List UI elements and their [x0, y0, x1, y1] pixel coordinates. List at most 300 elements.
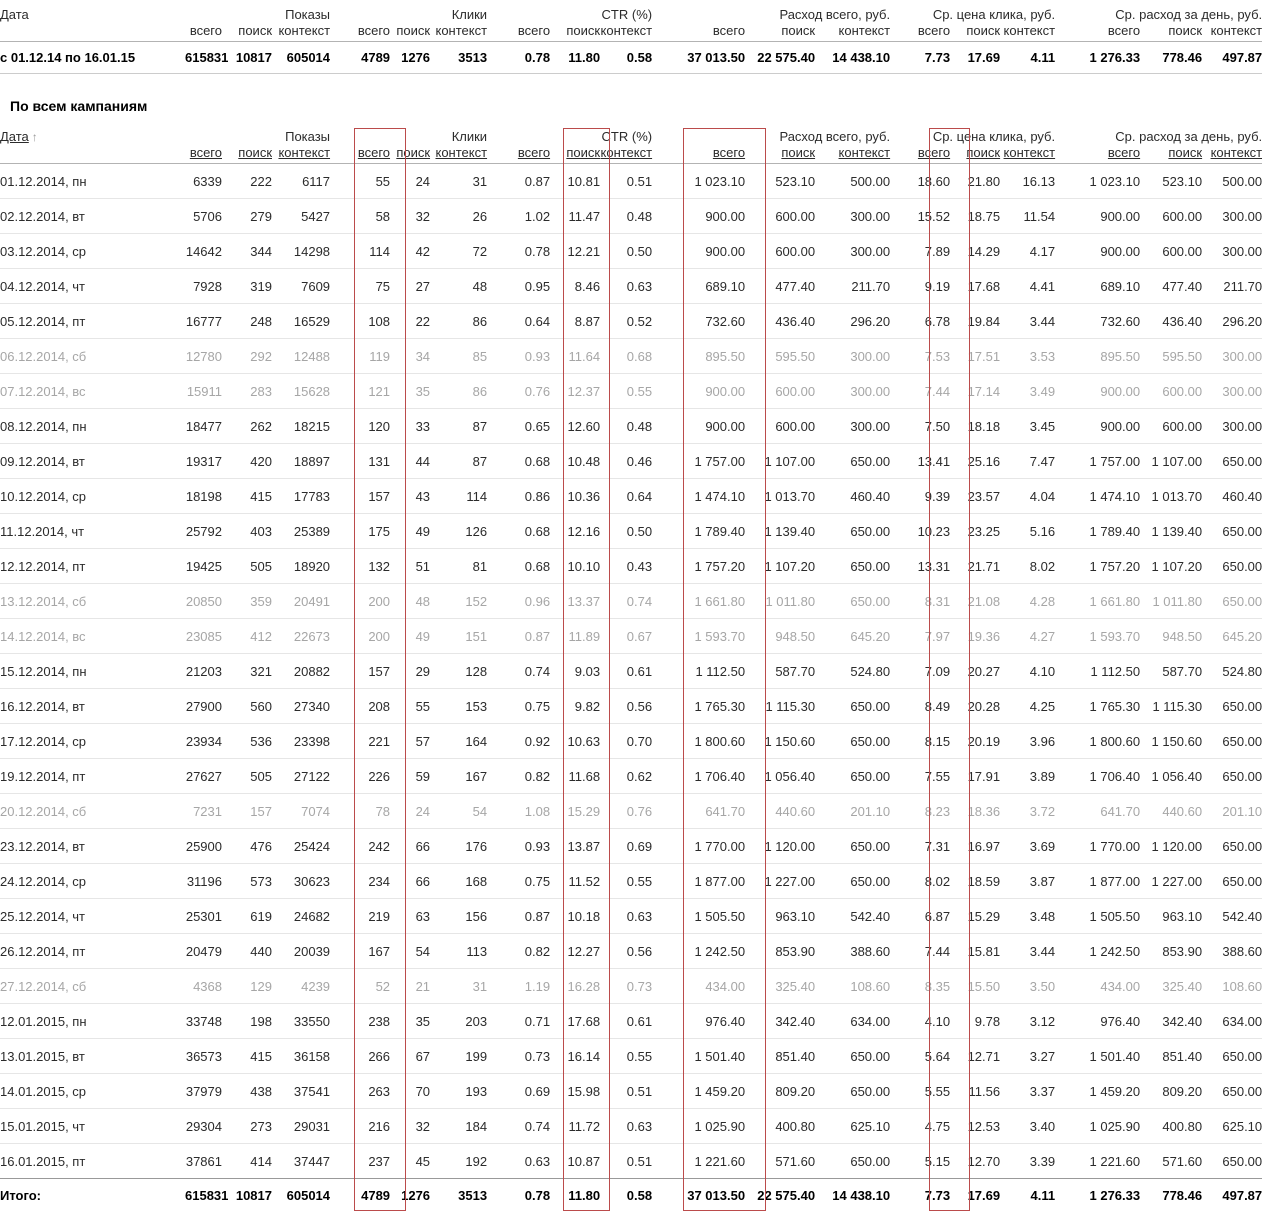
- value-cell: 3513: [430, 1179, 487, 1211]
- value-cell: 1 227.00: [1140, 864, 1202, 899]
- value-cell: 81: [430, 549, 487, 584]
- value-cell: 4789: [330, 42, 390, 74]
- value-cell: 4.04: [1000, 479, 1055, 514]
- column-sort-link[interactable]: всего: [358, 145, 390, 160]
- value-cell: 13.31: [890, 549, 950, 584]
- value-cell: 460.40: [815, 479, 890, 514]
- value-cell: 11.54: [1000, 199, 1055, 234]
- value-cell: 25389: [272, 514, 330, 549]
- value-cell: 650.00: [1202, 444, 1262, 479]
- value-cell: 279: [222, 199, 272, 234]
- value-cell: 17.69: [950, 1179, 1000, 1211]
- value-cell: 359: [222, 584, 272, 619]
- value-cell: 300.00: [1202, 374, 1262, 409]
- value-cell: 7.73: [890, 1179, 950, 1211]
- value-cell: 600.00: [1140, 409, 1202, 444]
- value-cell: 18.18: [950, 409, 1000, 444]
- value-cell: 1 459.20: [652, 1074, 745, 1109]
- value-cell: 948.50: [745, 619, 815, 654]
- table-row: [0, 899, 1262, 934]
- value-cell: 16529: [272, 304, 330, 339]
- value-cell: 85: [430, 339, 487, 374]
- value-cell: 434.00: [1055, 969, 1140, 1004]
- column-sort-link[interactable]: поиск: [781, 145, 815, 160]
- value-cell: 4.27: [1000, 619, 1055, 654]
- value-cell: 0.69: [487, 1074, 550, 1109]
- value-cell: 650.00: [815, 829, 890, 864]
- column-sub-header: [652, 144, 745, 164]
- table-row: [0, 409, 1262, 444]
- value-cell: 4239: [272, 969, 330, 1004]
- date-cell: 09.12.2014, вт: [0, 444, 185, 479]
- value-cell: 325.40: [745, 969, 815, 1004]
- value-cell: 5.64: [890, 1039, 950, 1074]
- value-cell: 11.80: [550, 42, 600, 74]
- value-cell: 10.48: [550, 444, 600, 479]
- value-cell: 650.00: [1202, 1144, 1262, 1179]
- column-sort-link[interactable]: контекст: [1211, 145, 1262, 160]
- value-cell: 9.78: [950, 1004, 1000, 1039]
- table-row: [0, 269, 1262, 304]
- value-cell: 0.76: [487, 374, 550, 409]
- value-cell: 7609: [272, 269, 330, 304]
- value-cell: 263: [330, 1074, 390, 1109]
- value-cell: 650.00: [815, 1144, 890, 1179]
- table-row: [0, 304, 1262, 339]
- value-cell: 34: [390, 339, 430, 374]
- value-cell: 0.55: [600, 864, 652, 899]
- column-group-title: CTR (%): [487, 6, 652, 22]
- value-cell: 25900: [185, 829, 222, 864]
- column-sub-header: поиск: [1140, 22, 1202, 42]
- column-sort-link[interactable]: поиск: [966, 145, 1000, 160]
- value-cell: 0.68: [600, 339, 652, 374]
- column-sub-header: [185, 144, 222, 164]
- value-cell: 237: [330, 1144, 390, 1179]
- value-cell: 15.50: [950, 969, 1000, 1004]
- value-cell: 650.00: [815, 724, 890, 759]
- table-row: [0, 1004, 1262, 1039]
- value-cell: 625.10: [1202, 1109, 1262, 1144]
- value-cell: 87: [430, 444, 487, 479]
- value-cell: 1.19: [487, 969, 550, 1004]
- date-cell: 20.12.2014, сб: [0, 794, 185, 829]
- value-cell: 14.29: [950, 234, 1000, 269]
- value-cell: 37541: [272, 1074, 330, 1109]
- column-group-title: Расход всего, руб.: [652, 128, 890, 144]
- table-row: [0, 794, 1262, 829]
- value-cell: 1 276.33: [1055, 1179, 1140, 1211]
- value-cell: 119: [330, 339, 390, 374]
- value-cell: 25.16: [950, 444, 1000, 479]
- date-cell: 04.12.2014, чт: [0, 269, 185, 304]
- value-cell: 44: [390, 444, 430, 479]
- value-cell: 1 025.90: [1055, 1109, 1140, 1144]
- value-cell: 1 770.00: [652, 829, 745, 864]
- value-cell: 436.40: [1140, 304, 1202, 339]
- value-cell: 45: [390, 1144, 430, 1179]
- date-cell: 19.12.2014, пт: [0, 759, 185, 794]
- column-sort-link[interactable]: контекст: [601, 145, 653, 160]
- value-cell: 1 706.40: [1055, 759, 1140, 794]
- value-cell: 976.40: [652, 1004, 745, 1039]
- value-cell: 0.63: [487, 1144, 550, 1179]
- value-cell: 222: [222, 164, 272, 199]
- value-cell: 1 789.40: [652, 514, 745, 549]
- value-cell: 27: [390, 269, 430, 304]
- value-cell: 615831: [185, 42, 222, 74]
- value-cell: 25792: [185, 514, 222, 549]
- value-cell: 650.00: [815, 1074, 890, 1109]
- column-sort-link[interactable]: контекст: [839, 145, 891, 160]
- value-cell: 650.00: [1202, 1039, 1262, 1074]
- value-cell: 7.53: [890, 339, 950, 374]
- value-cell: 505: [222, 549, 272, 584]
- value-cell: 1 120.00: [745, 829, 815, 864]
- value-cell: 600.00: [745, 374, 815, 409]
- value-cell: 21.08: [950, 584, 1000, 619]
- column-sort-link[interactable]: всего: [190, 145, 222, 160]
- value-cell: 1 505.50: [1055, 899, 1140, 934]
- value-cell: 4.75: [890, 1109, 950, 1144]
- value-cell: 900.00: [652, 409, 745, 444]
- value-cell: 200: [330, 619, 390, 654]
- value-cell: 10.23: [890, 514, 950, 549]
- value-cell: 114: [430, 479, 487, 514]
- value-cell: 7.50: [890, 409, 950, 444]
- value-cell: 15628: [272, 374, 330, 409]
- value-cell: 388.60: [815, 934, 890, 969]
- value-cell: 650.00: [815, 864, 890, 899]
- value-cell: 21.80: [950, 164, 1000, 199]
- value-cell: 1 505.50: [652, 899, 745, 934]
- value-cell: 152: [430, 584, 487, 619]
- value-cell: 63: [390, 899, 430, 934]
- table-row: [0, 724, 1262, 759]
- value-cell: 175: [330, 514, 390, 549]
- value-cell: 10.18: [550, 899, 600, 934]
- value-cell: 1 221.60: [1055, 1144, 1140, 1179]
- value-cell: 75: [330, 269, 390, 304]
- value-cell: 3.69: [1000, 829, 1055, 864]
- value-cell: 12.70: [950, 1144, 1000, 1179]
- value-cell: 20039: [272, 934, 330, 969]
- value-cell: 7231: [185, 794, 222, 829]
- value-cell: 732.60: [1055, 304, 1140, 339]
- column-sort-link[interactable]: поиск: [238, 145, 272, 160]
- value-cell: 37 013.50: [652, 42, 745, 74]
- value-cell: 17.69: [950, 42, 1000, 74]
- table-row: [0, 864, 1262, 899]
- value-cell: 226: [330, 759, 390, 794]
- value-cell: 198: [222, 1004, 272, 1039]
- table-row: [0, 514, 1262, 549]
- date-cell: 01.12.2014, пн: [0, 164, 185, 199]
- value-cell: 600.00: [1140, 199, 1202, 234]
- date-cell: 17.12.2014, ср: [0, 724, 185, 759]
- column-sort-link[interactable]: всего: [1108, 145, 1140, 160]
- value-cell: 645.20: [815, 619, 890, 654]
- column-sub-header: [1055, 144, 1140, 164]
- value-cell: 1 800.60: [652, 724, 745, 759]
- date-cell: Итого:: [0, 1179, 185, 1211]
- value-cell: 403: [222, 514, 272, 549]
- value-cell: 201.10: [815, 794, 890, 829]
- value-cell: 0.61: [600, 1004, 652, 1039]
- value-cell: 900.00: [652, 234, 745, 269]
- value-cell: 3.49: [1000, 374, 1055, 409]
- column-group-title: Показы: [185, 128, 330, 144]
- value-cell: 12.53: [950, 1109, 1000, 1144]
- value-cell: 3.72: [1000, 794, 1055, 829]
- column-sub-header: всего: [185, 22, 222, 42]
- value-cell: 325.40: [1140, 969, 1202, 1004]
- value-cell: 6117: [272, 164, 330, 199]
- value-cell: 283: [222, 374, 272, 409]
- value-cell: 248: [222, 304, 272, 339]
- column-sub-header: поиск: [950, 22, 1000, 42]
- value-cell: 1 023.10: [652, 164, 745, 199]
- value-cell: 296.20: [815, 304, 890, 339]
- value-cell: 476: [222, 829, 272, 864]
- value-cell: 505: [222, 759, 272, 794]
- value-cell: 0.58: [600, 42, 652, 74]
- value-cell: 211.70: [1202, 269, 1262, 304]
- value-cell: 20882: [272, 654, 330, 689]
- value-cell: 645.20: [1202, 619, 1262, 654]
- value-cell: 963.10: [745, 899, 815, 934]
- value-cell: 219: [330, 899, 390, 934]
- value-cell: 650.00: [815, 584, 890, 619]
- value-cell: 20850: [185, 584, 222, 619]
- table-row: [0, 1109, 1262, 1144]
- value-cell: 542.40: [1202, 899, 1262, 934]
- value-cell: 650.00: [1202, 549, 1262, 584]
- value-cell: 33748: [185, 1004, 222, 1039]
- value-cell: 1 593.70: [652, 619, 745, 654]
- value-cell: 8.31: [890, 584, 950, 619]
- date-cell: 07.12.2014, вс: [0, 374, 185, 409]
- value-cell: 25424: [272, 829, 330, 864]
- column-sub-header: [950, 144, 1000, 164]
- value-cell: 595.50: [745, 339, 815, 374]
- value-cell: 732.60: [652, 304, 745, 339]
- value-cell: 0.75: [487, 864, 550, 899]
- value-cell: 0.95: [487, 269, 550, 304]
- value-cell: 12.27: [550, 934, 600, 969]
- value-cell: 0.82: [487, 759, 550, 794]
- value-cell: 319: [222, 269, 272, 304]
- value-cell: 641.70: [652, 794, 745, 829]
- value-cell: 3.12: [1000, 1004, 1055, 1039]
- value-cell: 153: [430, 689, 487, 724]
- value-cell: 542.40: [815, 899, 890, 934]
- value-cell: 193: [430, 1074, 487, 1109]
- value-cell: 113: [430, 934, 487, 969]
- date-cell: 14.01.2015, ср: [0, 1074, 185, 1109]
- value-cell: 605014: [272, 42, 330, 74]
- value-cell: 203: [430, 1004, 487, 1039]
- value-cell: 415: [222, 479, 272, 514]
- value-cell: 27340: [272, 689, 330, 724]
- value-cell: 344: [222, 234, 272, 269]
- column-sort-link[interactable]: поиск: [396, 145, 430, 160]
- value-cell: 641.70: [1055, 794, 1140, 829]
- value-cell: 1 025.90: [652, 1109, 745, 1144]
- date-cell: 16.12.2014, вт: [0, 689, 185, 724]
- value-cell: 0.51: [600, 1144, 652, 1179]
- column-sub-header: всего: [652, 22, 745, 42]
- value-cell: 1 276.33: [1055, 42, 1140, 74]
- value-cell: 388.60: [1202, 934, 1262, 969]
- value-cell: 131: [330, 444, 390, 479]
- value-cell: 12.71: [950, 1039, 1000, 1074]
- date-cell: 02.12.2014, вт: [0, 199, 185, 234]
- total-row: [0, 1179, 1262, 1211]
- value-cell: 0.75: [487, 689, 550, 724]
- column-group-title: Ср. цена клика, руб.: [890, 128, 1055, 144]
- value-cell: 48: [430, 269, 487, 304]
- value-cell: 8.49: [890, 689, 950, 724]
- value-cell: 650.00: [815, 1039, 890, 1074]
- column-sort-link[interactable]: контекст: [435, 145, 487, 160]
- value-cell: 14 438.10: [815, 1179, 890, 1211]
- value-cell: 168: [430, 864, 487, 899]
- value-cell: 11.68: [550, 759, 600, 794]
- value-cell: 342.40: [1140, 1004, 1202, 1039]
- value-cell: 42: [390, 234, 430, 269]
- value-cell: 0.51: [600, 164, 652, 199]
- value-cell: 0.74: [487, 654, 550, 689]
- value-cell: 20.28: [950, 689, 1000, 724]
- value-cell: 1 013.70: [745, 479, 815, 514]
- table-row: [0, 829, 1262, 864]
- date-sort-link[interactable]: Дата: [0, 129, 29, 144]
- value-cell: 0.55: [600, 1039, 652, 1074]
- value-cell: 10.87: [550, 1144, 600, 1179]
- value-cell: 0.69: [600, 829, 652, 864]
- value-cell: 1 056.40: [745, 759, 815, 794]
- value-cell: 9.03: [550, 654, 600, 689]
- value-cell: 66: [390, 829, 430, 864]
- value-cell: 273: [222, 1109, 272, 1144]
- value-cell: 9.19: [890, 269, 950, 304]
- value-cell: 1 800.60: [1055, 724, 1140, 759]
- value-cell: 1276: [390, 42, 430, 74]
- value-cell: 650.00: [815, 444, 890, 479]
- column-sort-link[interactable]: поиск: [566, 145, 600, 160]
- column-sub-header: [390, 144, 430, 164]
- column-sub-header: [600, 144, 652, 164]
- value-cell: 650.00: [1202, 724, 1262, 759]
- date-cell: 06.12.2014, сб: [0, 339, 185, 374]
- value-cell: 415: [222, 1039, 272, 1074]
- value-cell: 14298: [272, 234, 330, 269]
- column-sub-header: поиск: [222, 22, 272, 42]
- value-cell: 54: [390, 934, 430, 969]
- value-cell: 615831: [185, 1179, 222, 1211]
- value-cell: 67: [390, 1039, 430, 1074]
- value-cell: 650.00: [815, 759, 890, 794]
- column-sub-header: всего: [330, 22, 390, 42]
- column-group-title: Ср. расход за день, руб.: [1055, 6, 1262, 22]
- value-cell: 201.10: [1202, 794, 1262, 829]
- column-sub-header: всего: [487, 22, 550, 42]
- value-cell: 8.02: [890, 864, 950, 899]
- value-cell: 157: [222, 794, 272, 829]
- value-cell: 55: [330, 164, 390, 199]
- value-cell: 70: [390, 1074, 430, 1109]
- value-cell: 300.00: [1202, 339, 1262, 374]
- value-cell: 11.89: [550, 619, 600, 654]
- value-cell: 6339: [185, 164, 222, 199]
- value-cell: 9.82: [550, 689, 600, 724]
- column-sort-link[interactable]: всего: [713, 145, 745, 160]
- value-cell: 524.80: [1202, 654, 1262, 689]
- value-cell: 0.87: [487, 619, 550, 654]
- date-cell: 11.12.2014, чт: [0, 514, 185, 549]
- value-cell: 36158: [272, 1039, 330, 1074]
- value-cell: 108.60: [1202, 969, 1262, 1004]
- column-sort-link[interactable]: поиск: [1168, 145, 1202, 160]
- column-sort-link[interactable]: контекст: [278, 145, 330, 160]
- value-cell: 573: [222, 864, 272, 899]
- value-cell: 900.00: [652, 199, 745, 234]
- value-cell: 778.46: [1140, 1179, 1202, 1211]
- value-cell: 262: [222, 409, 272, 444]
- value-cell: 12.37: [550, 374, 600, 409]
- value-cell: 7.31: [890, 829, 950, 864]
- value-cell: 900.00: [1055, 234, 1140, 269]
- value-cell: 1 112.50: [1055, 654, 1140, 689]
- value-cell: 3.89: [1000, 759, 1055, 794]
- value-cell: 7.44: [890, 374, 950, 409]
- value-cell: 16777: [185, 304, 222, 339]
- value-cell: 33550: [272, 1004, 330, 1039]
- value-cell: 4.28: [1000, 584, 1055, 619]
- value-cell: 414: [222, 1144, 272, 1179]
- column-sub-header: [330, 144, 390, 164]
- date-cell: 27.12.2014, сб: [0, 969, 185, 1004]
- value-cell: 15.52: [890, 199, 950, 234]
- column-sort-link[interactable]: всего: [518, 145, 550, 160]
- value-cell: 1 107.00: [745, 444, 815, 479]
- value-cell: 650.00: [1202, 689, 1262, 724]
- column-sort-link[interactable]: контекст: [1004, 145, 1056, 160]
- column-sort-link[interactable]: всего: [918, 145, 950, 160]
- date-cell: 26.12.2014, пт: [0, 934, 185, 969]
- value-cell: 176: [430, 829, 487, 864]
- value-cell: 25301: [185, 899, 222, 934]
- value-cell: 400.80: [745, 1109, 815, 1144]
- value-cell: 0.93: [487, 339, 550, 374]
- date-cell: 12.12.2014, пт: [0, 549, 185, 584]
- value-cell: 497.87: [1202, 42, 1262, 74]
- value-cell: 120: [330, 409, 390, 444]
- value-cell: 5.15: [890, 1144, 950, 1179]
- value-cell: 22673: [272, 619, 330, 654]
- value-cell: 52: [330, 969, 390, 1004]
- value-cell: 1 474.10: [652, 479, 745, 514]
- value-cell: 1 789.40: [1055, 514, 1140, 549]
- value-cell: 126: [430, 514, 487, 549]
- value-cell: 7928: [185, 269, 222, 304]
- value-cell: 460.40: [1202, 479, 1262, 514]
- value-cell: 7074: [272, 794, 330, 829]
- date-label: Дата: [0, 6, 185, 22]
- value-cell: 1 770.00: [1055, 829, 1140, 864]
- value-cell: 7.09: [890, 654, 950, 689]
